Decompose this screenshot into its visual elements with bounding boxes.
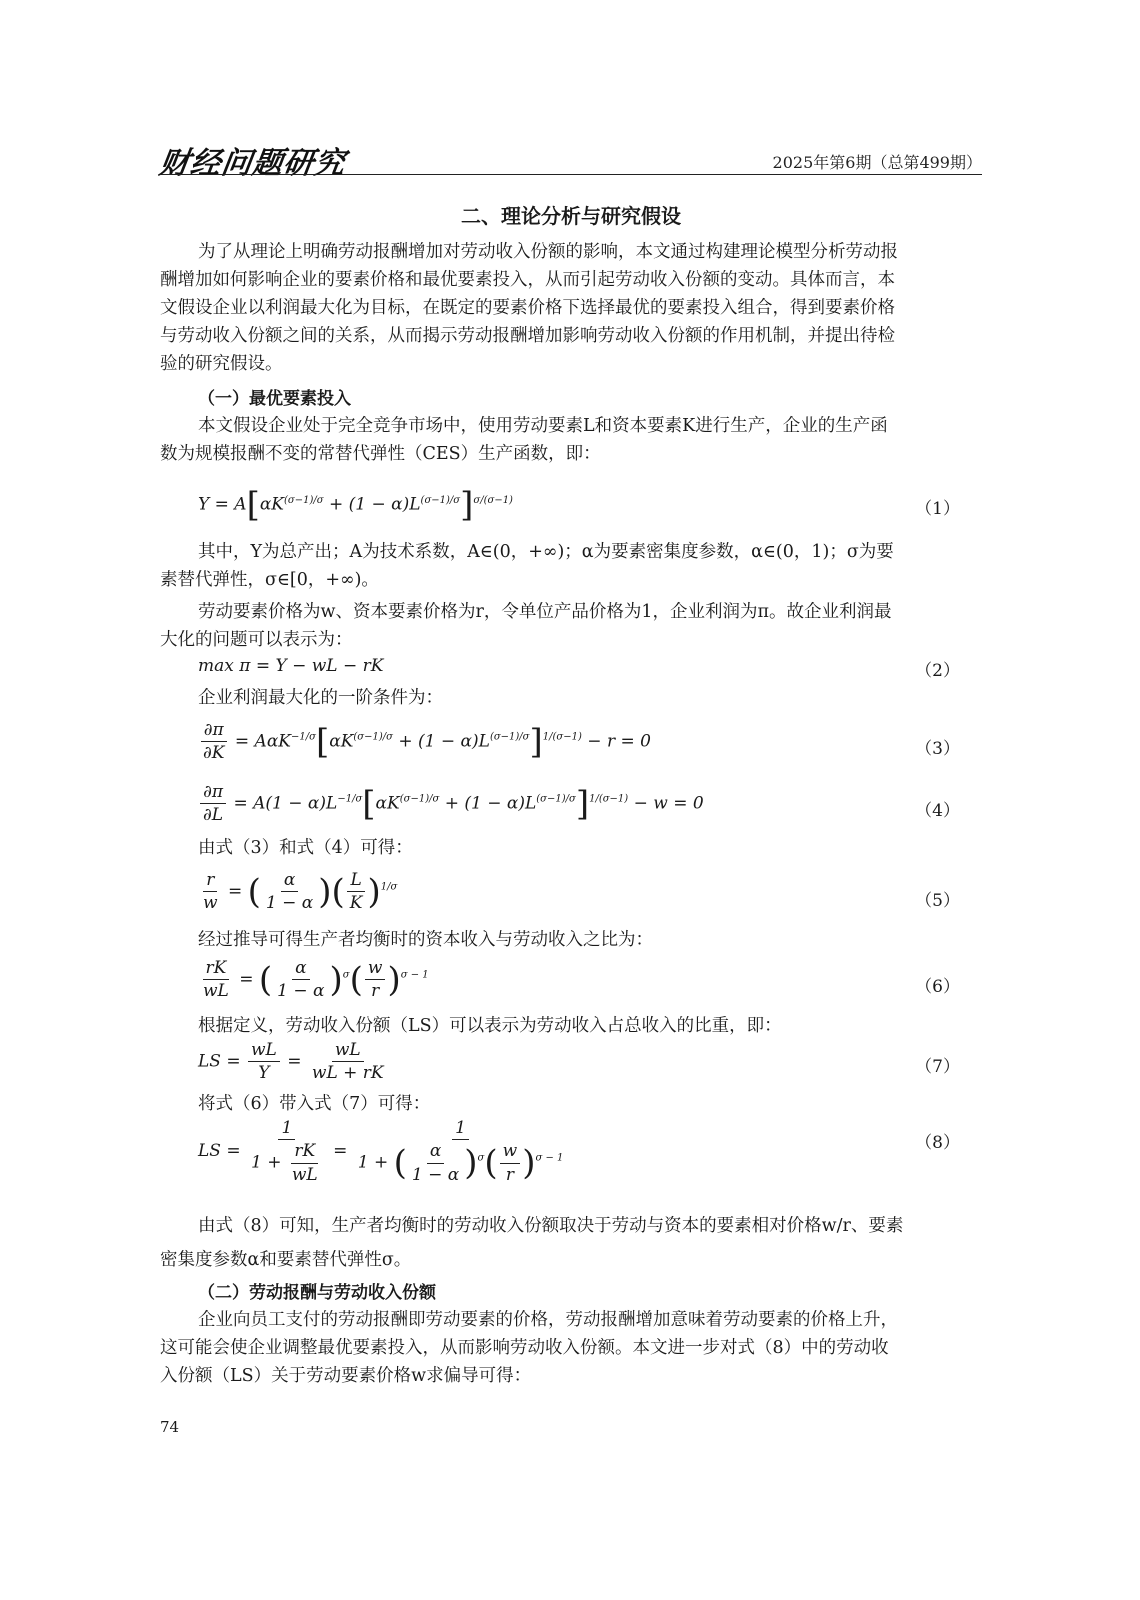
text-line: 其中，Y为总产出；A为技术系数，A∈(0，+∞)；α为要素密集度参数，α∈(0，1)；σ为要 <box>198 542 894 562</box>
equation-number: （8） <box>915 1133 960 1153</box>
text-line: 入份额（LS）关于劳动要素价格w求偏导可得： <box>160 1366 532 1386</box>
text-line: 由式（8）可知，生产者均衡时的劳动收入份额取决于劳动与资本的要素相对价格w/r、要素 <box>198 1216 904 1236</box>
text-line: 这可能会使企业调整最优要素投入，从而影响劳动收入份额。本文进一步对式（8）中的劳动收 <box>160 1338 889 1358</box>
text-line: 劳动要素价格为w、资本要素价格为r，令单位产品价格为1，企业利润为π。故企业利润最 <box>198 602 892 622</box>
text-line: 酬增加如何影响企业的要素价格和最优要素投入，从而引起劳动收入份额的变动。具体而言，本 <box>160 270 895 290</box>
equation-number: （4） <box>915 801 960 821</box>
text-line: 大化的问题可以表示为： <box>160 630 353 650</box>
text-line: 企业利润最大化的一阶条件为： <box>198 688 443 708</box>
text-line: 由式（3）和式（4）可得： <box>198 838 413 858</box>
text-line: 根据定义，劳动收入份额（LS）可以表示为劳动收入占总收入的比重，即： <box>198 1016 782 1036</box>
equation-1: $Y = A[\alpha K^{(\sigma-1)/\sigma} + (1 - \alpha)L^{(\sigma-1)/\sigma}]^{\sigma/(\sigma-1)}$ （1） <box>198 485 960 525</box>
equation-number: （5） <box>915 891 960 911</box>
equation-4: $\frac{\partial\pi}{\partial L}$ = $A(1 - \alpha)L^{-1/\sigma}[\alpha K^{(\sigma-1)/\sigma} + (1 - \alpha)L^{(\sigma-1)/\sigma}]^{1/(\sigma-1)} - w = 0$ （4） <box>198 782 982 834</box>
journal-logo: 财经问题研究 <box>157 146 348 181</box>
issue-info: 2025年第6期（总第499期） <box>772 153 982 172</box>
header-rule <box>160 174 982 175</box>
text-line: 将式（6）带入式（7）可得： <box>198 1094 431 1114</box>
equation-2 <box>198 654 982 682</box>
equation-7: LS = $\frac{wL}{Y}$ = $\frac{wL}{wL + rK}$ （7） <box>198 1040 960 1084</box>
equation-8: LS = 1 1 + $\frac{rK}{wL}$ = 1 1 + ( $\frac{\alpha}{1 - \alpha}$ )$^\sigma$( $\frac{w}{r}$ )$^{\sigma - 1}$ （8） <box>198 1118 960 1185</box>
subsection-heading-2: （二）劳动报酬与劳动收入份额 <box>198 1283 436 1303</box>
equation-5: $\frac{r}{w}$ = ( $\frac{\alpha}{1 - \alpha}$ )( $\frac{L}{K}$ )$^{1/\sigma}$ （5） <box>203 870 960 914</box>
equation-number: （2） <box>915 661 960 681</box>
subsection-heading-1: （一）最优要素投入 <box>198 389 351 409</box>
text-line: 经过推导可得生产者均衡时的资本收入与劳动收入之比为： <box>198 930 653 950</box>
page-number: 74 <box>160 1418 180 1436</box>
text-line: 数为规模报酬不变的常替代弹性（CES）生产函数，即： <box>160 444 601 464</box>
text-line: 文假设企业以利润最大化为目标，在既定的要素价格下选择最优的要素投入组合，得到要素价格 <box>160 298 895 318</box>
text-line: 本文假设企业处于完全竞争市场中，使用劳动要素L和资本要素K进行生产，企业的生产函 <box>198 416 888 436</box>
text-line: 密集度参数α和要素替代弹性σ。 <box>160 1250 412 1270</box>
equation-number: （6） <box>915 977 960 997</box>
equation-number: （1） <box>915 499 960 519</box>
text-line: 素替代弹性，σ∈[0，+∞)。 <box>160 570 379 590</box>
text-line: 企业向员工支付的劳动报酬即劳动要素的价格，劳动报酬增加意味着劳动要素的价格上升， <box>198 1310 898 1330</box>
equation-text: max π = Y − wL − rK <box>198 656 384 676</box>
section-title: 二、理论分析与研究假设 <box>461 204 681 228</box>
text-line: 为了从理论上明确劳动报酬增加对劳动收入份额的影响，本文通过构建理论模型分析劳动报 <box>198 242 898 262</box>
equation-3: $\frac{\partial\pi}{\partial K}$ = $A\alpha K^{-1/\sigma}[\alpha K^{(\sigma-1)/\sigma} + (1 - \alpha)L^{(\sigma-1)/\sigma}]^{1/(\sigma-1)} - r = 0$ （3） <box>198 720 982 772</box>
running-header <box>157 138 982 181</box>
text-line: 验的研究假设。 <box>160 354 283 374</box>
equation-number: （3） <box>915 739 960 759</box>
equation-number: （7） <box>915 1057 960 1077</box>
text-line: 与劳动收入份额之间的关系，从而揭示劳动报酬增加影响劳动收入份额的作用机制，并提出待检 <box>160 326 895 346</box>
equation-6: $\frac{rK}{wL}$ = ( $\frac{\alpha}{1 - \alpha}$ )$^\sigma$( $\frac{w}{r}$ )$^{\sigma - 1}$ （6） <box>203 958 960 1002</box>
